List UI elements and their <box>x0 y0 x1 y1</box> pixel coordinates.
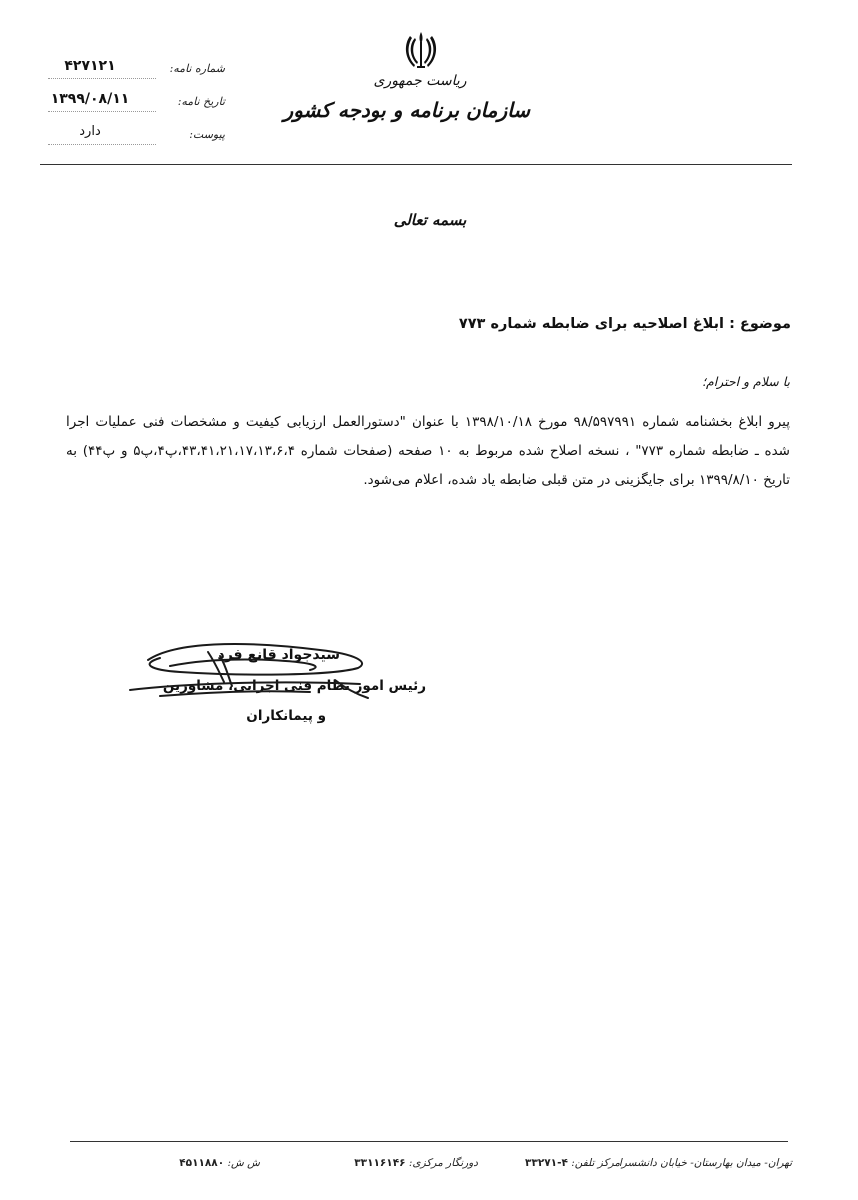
footer-fax <box>328 1157 478 1169</box>
letter-subject: موضوع : ابلاغ اصلاحیه برای ضابطه شماره ۷۷۳ <box>458 316 791 332</box>
attachment-label: پیوست: <box>189 128 225 141</box>
letter-date-value: ۱۳۹۹/۰۸/۱۱ <box>50 91 130 107</box>
footer-ss-value: ۴۵۱۱۸۸۰ <box>179 1157 225 1169</box>
footer-ss <box>160 1157 260 1169</box>
letter-date-dots <box>48 111 156 112</box>
footer-fax-value: ۳۳۱۱۶۱۴۶ <box>354 1157 406 1169</box>
attachment-value: دارد <box>79 124 101 139</box>
presidency-label: ریاست جمهوری <box>373 73 467 89</box>
letter-number-label: شماره نامه: <box>169 62 225 75</box>
letter-body-paragraph: پیرو ابلاغ بخشنامه شماره ۹۸/۵۹۷۹۹۱ مورخ ۱۳۹۸/۱۰/۱۸ با عنوان "دستورالعمل ارزیابی کیفیت و مشخصات فنی عملیات اجرا شده ـ ضابطه شماره ۷۷۳" ، نسخه اصلاح شده مربوط به ۱۰ صفحه (صفحات شماره ۴۳،۴۱،۲۱،۱۷،۱۳،۶،۴،پ۴،پ۵ و پ۴۴) به تاریخ ۱۳۹۹/۸/۱۰ برای جایگزینی در متن قبلی ضابطه یاد شده، اعلام می‌شود. <box>66 414 790 488</box>
iran-emblem-icon <box>403 30 439 70</box>
footer-fax-label: دورنگار مرکزی: <box>408 1157 478 1169</box>
signer-title-line1: رئیس امور نظام فنی اجرایی، مشاورین <box>162 678 426 694</box>
footer-phone-value: ۴-۳۳۲۷۱ <box>525 1157 568 1169</box>
footer-address: تهران- میدان بهارستان- خیابان دانشسرا <box>618 1157 792 1169</box>
header-divider <box>40 164 792 165</box>
organization-name: سازمان برنامه و بودجه کشور <box>283 98 530 122</box>
footer-phone-label: مرکز تلفن: <box>571 1157 620 1169</box>
footer-divider <box>70 1141 788 1142</box>
letter-number-dots <box>48 78 156 79</box>
signer-title-line2: و پیمانکاران <box>246 708 326 724</box>
footer-phone <box>495 1157 620 1169</box>
letter-date-label: تاریخ نامه: <box>177 95 225 108</box>
attachment-dots <box>48 144 156 145</box>
invocation: بسمه تعالی <box>393 211 467 229</box>
signer-name: سیدجواد قانع فرد <box>217 647 340 663</box>
letter-number-value: ۴۲۷۱۲۱ <box>64 58 116 74</box>
greeting: با سلام و احترام؛ <box>702 374 790 389</box>
footer-ss-label: ش ش: <box>227 1157 260 1169</box>
